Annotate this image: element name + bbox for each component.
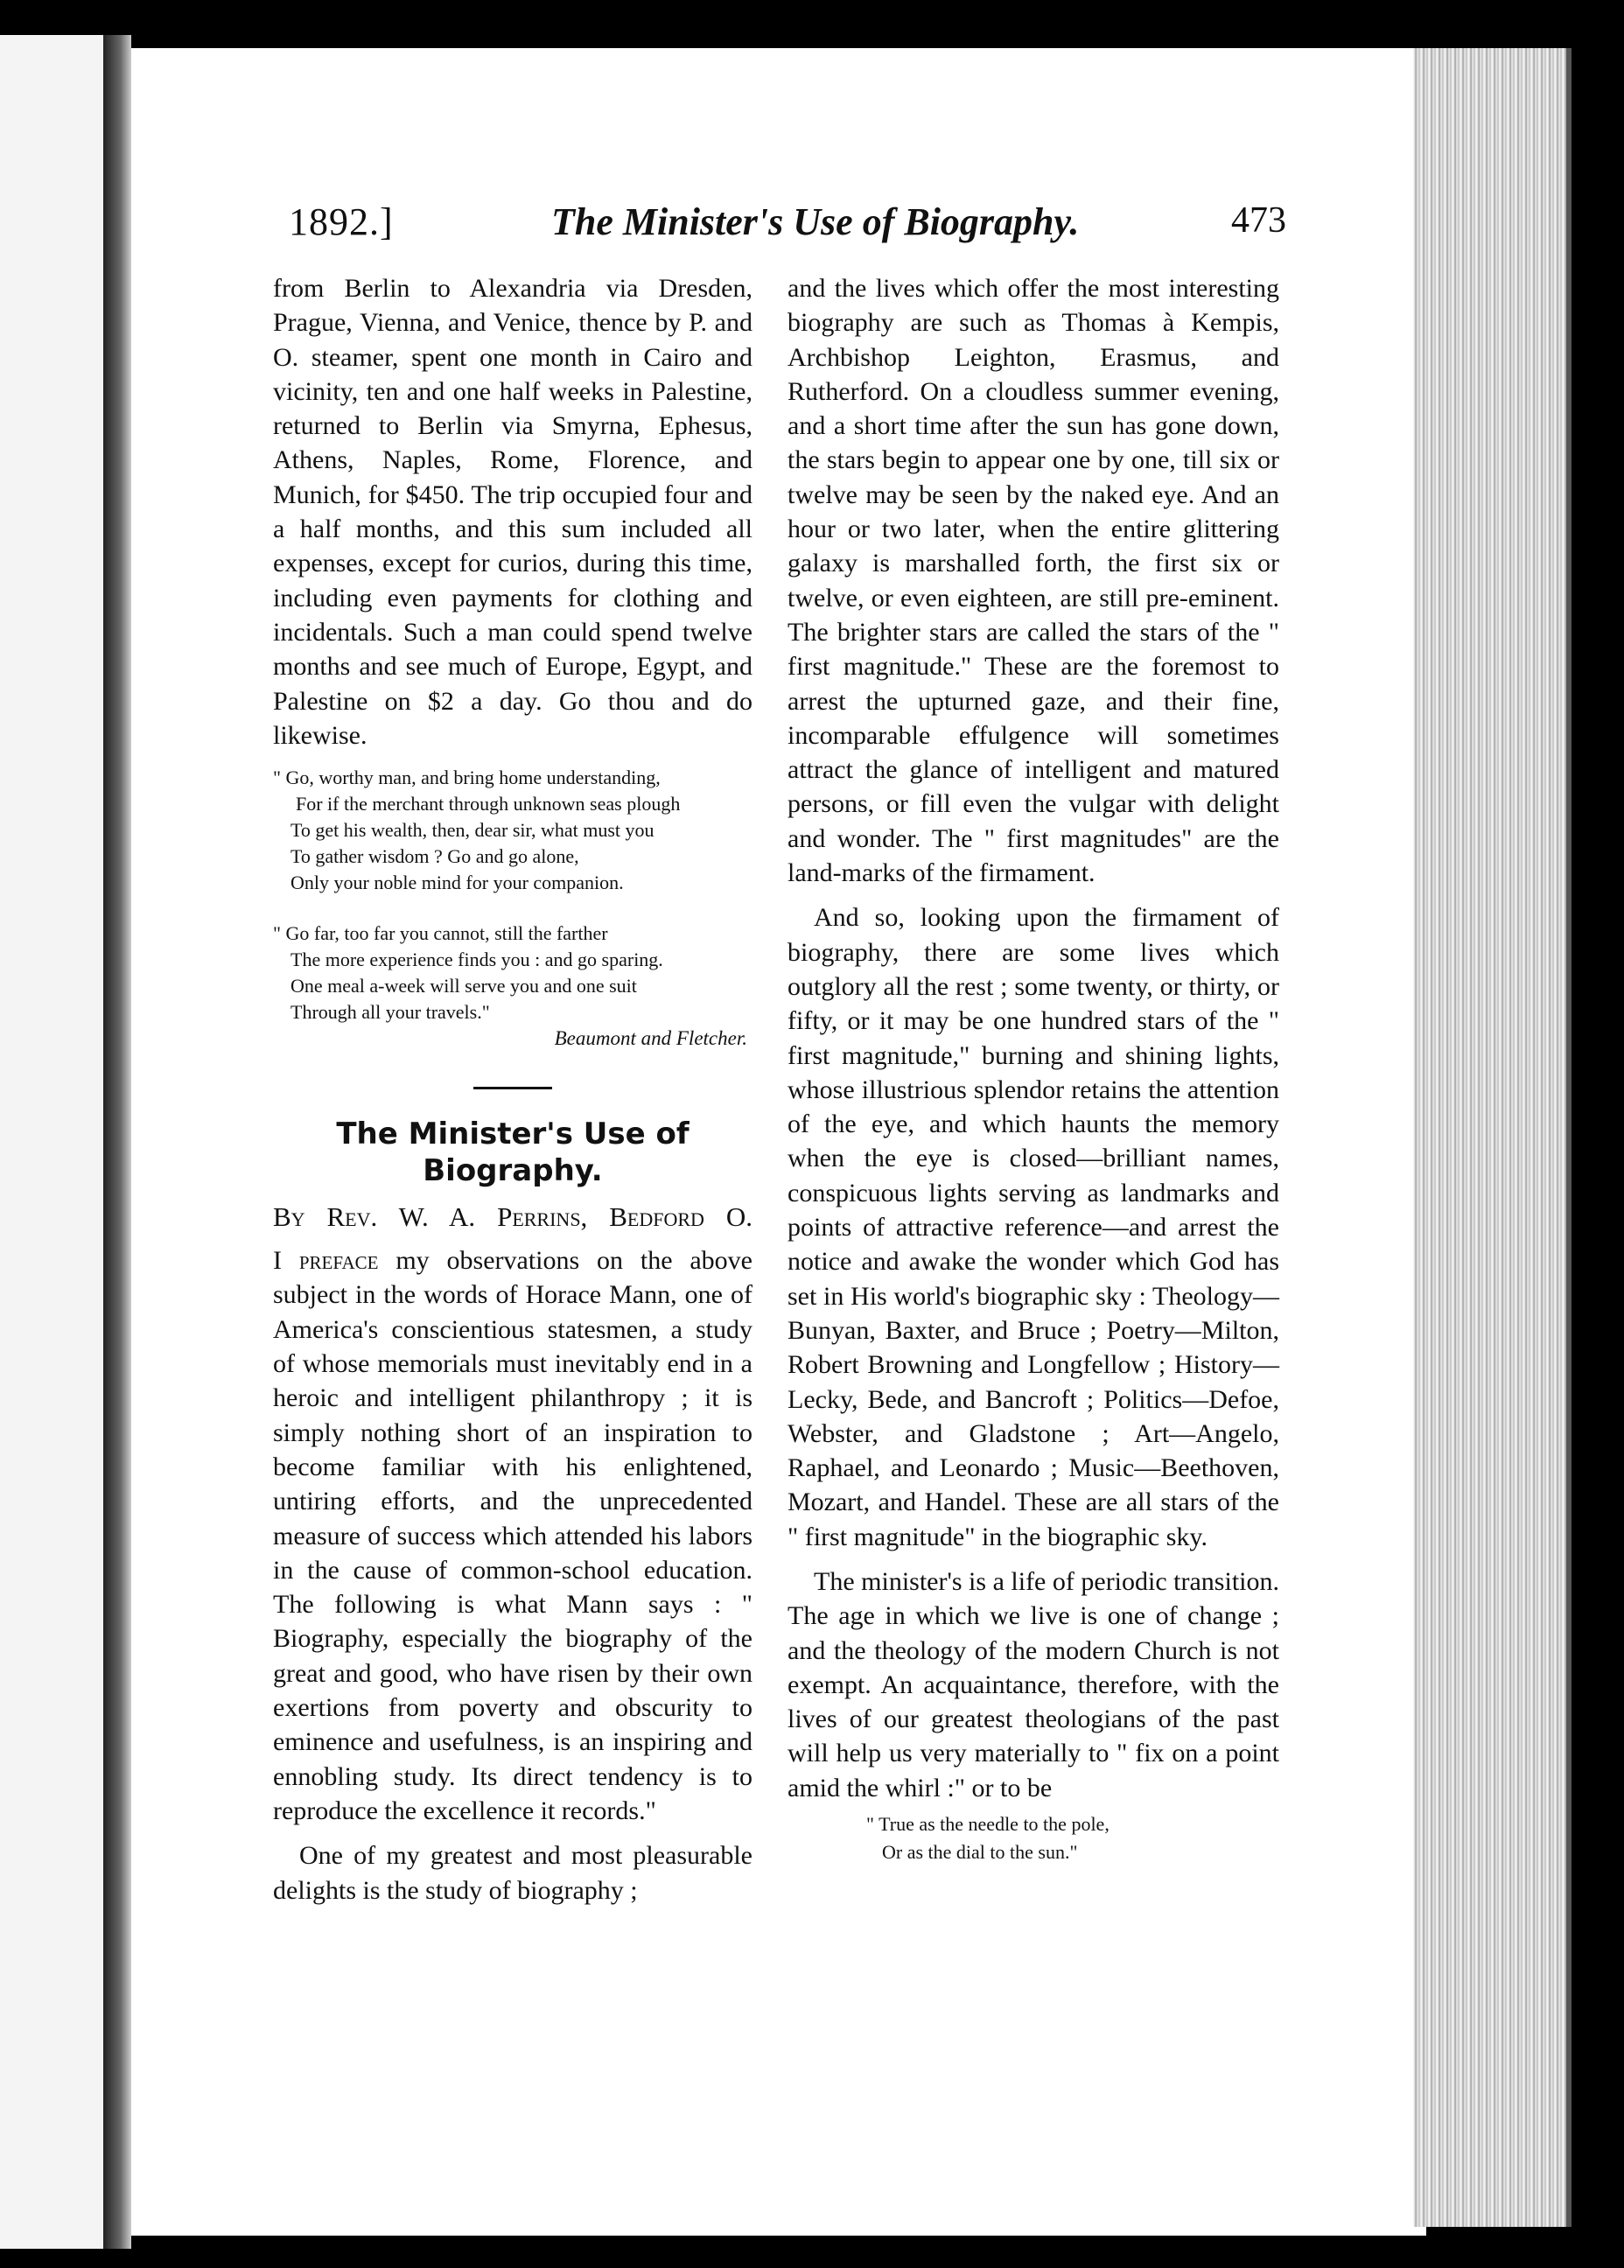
running-head-title: The Minister's Use of Biography.: [551, 200, 1080, 243]
article-paragraph: [273, 1243, 752, 1828]
poem-attribution: Beaumont and Fletcher.: [554, 1027, 747, 1050]
facing-page-edge: [0, 35, 105, 2249]
article-paragraph: and the lives which offer the most interesting biography are such as Thomas à Kempis, Archbishop Leighton, Erasmus, and Rutherford. On a cloudless summer evening, and a short time after the sun has gone down, the stars begin to appear one by one, till six or twelve may be seen by the naked eye. And an hour or two later, when the entire glittering galaxy is marshalled forth, the first six or twelve, or even eighteen, are still pre-eminent. The brighter stars are called the stars of the " first magnitude." These are the foremost to arrest the upturned gaze, and their fine, incomparable effulgence will sometimes attract the glance of intelligent and matured persons, or fill even the vulgar with delight and wonder. The " first magnitudes" are the land-marks of the firmament.: [788, 274, 1279, 888]
poem-quotation: [273, 765, 752, 1052]
right-column: [788, 271, 1279, 1866]
article-title: The Minister's Use of Biography.: [336, 1116, 690, 1189]
page-edges-stack: [1413, 48, 1566, 2227]
poem-line: " Go, worthy man, and bring home understanding,: [273, 766, 661, 789]
continued-paragraph: from Berlin to Alexandria via Dresden, Prague, Vienna, and Venice, thence by P. and O. steamer, spent one month in Cairo and vicinity, ten and one half weeks in Palestine, returned to Berlin via Smyrna, Ephesus, Athens, Naples, Rome, Florence, and Munich, for $450. The trip occupied four and a half months, and this sum included all expenses, except for curios, during this time, including even payments for clothing and incidentals. Such a man could spend twelve months and see much of Europe, Egypt, and Palestine on $2 a day. Go thou and do likewise.: [273, 274, 752, 750]
closing-verse: [788, 1810, 1279, 1866]
left-column: [273, 271, 752, 1908]
article-paragraph: The minister's is a life of periodic transition. The age in which we live is one of change ; and the theology of the modern Church is not exempt. An acquaintance, therefore, with the lives of our greatest theologians of the past will help us very materially to " fix on a point amid the whirl :" or to be: [788, 1566, 1279, 1802]
lead-in-caps: I preface: [273, 1246, 379, 1276]
poem-line: For if the merchant through unknown seas plough: [296, 793, 681, 816]
running-head-year: 1892.]: [289, 200, 394, 243]
poem-line: The more experience finds you : and go sparing.: [290, 948, 663, 971]
running-head: [289, 200, 1286, 252]
verse-line: Or as the dial to the sun.": [882, 1841, 1078, 1864]
verse-line: " True as the needle to the pole,: [866, 1813, 1110, 1836]
poem-line: " Go far, too far you cannot, still the farther: [273, 922, 608, 945]
poem-line: Through all your travels.": [290, 1001, 490, 1024]
article-paragraph: One of my greatest and most pleasurable delights is the study of biography ;: [273, 1841, 752, 1905]
poem-line: To get his wealth, then, dear sir, what must you: [290, 819, 654, 842]
poem-line: One meal a-week will serve you and one suit: [290, 975, 637, 998]
section-divider: [473, 1087, 552, 1089]
article-paragraph-text: my observations on the above subject in the words of Horace Mann, one of America's conscientious statesmen, a study of whose memorials must inevitably end in a heroic and intelligent philanthropy ; it is simply nothing short of an inspiration to become familiar with his enlightened, untiring efforts, and the unprecedented measure of success which attended his labors in the cause of common-school education. The following is what Mann says : " Biography, especially the biography of the great and good, who have risen by their own exertions from poverty and obscurity to eminence and usefulness, is an inspiring and ennobling study. Its direct tendency is to reproduce the excellence it records.": [273, 1246, 752, 1825]
article-paragraph: And so, looking upon the firmament of biography, there are some lives which outglory all the rest ; some twenty, or thirty, or fifty, or it may be one hundred stars of the " first magnitude," burning and shining lights, whose illustrious splendor retains the attention of the eye, and which haunts the memory when the eye is closed—brilliant names, conspicuous lights serving as landmarks and points of attractive reference—and arrest the notice and awake the wonder which God has set in His world's biographic sky : Theology—Bunyan, Baxter, and Bruce ; Poetry—Milton, Robert Browning and Longfellow ; History—Lecky, Bede, and Bancroft ; Politics—Defoe, Webster, and Gladstone ; Art—Angelo, Raphael, and Leonardo ; Music—Beethoven, Mozart, and Handel. These are all stars of the " first magnitude" in the biographic sky.: [788, 903, 1279, 1551]
poem-line: To gather wisdom ? Go and go alone,: [290, 845, 579, 868]
article-byline: By Rev. W. A. Perrins, Bedford O.: [273, 1201, 752, 1233]
binding-gutter: [103, 35, 131, 2249]
poem-line: Only your noble mind for your companion.: [290, 872, 624, 894]
book-cover-edge: [1566, 48, 1572, 2227]
page-number: 473: [1231, 200, 1286, 241]
